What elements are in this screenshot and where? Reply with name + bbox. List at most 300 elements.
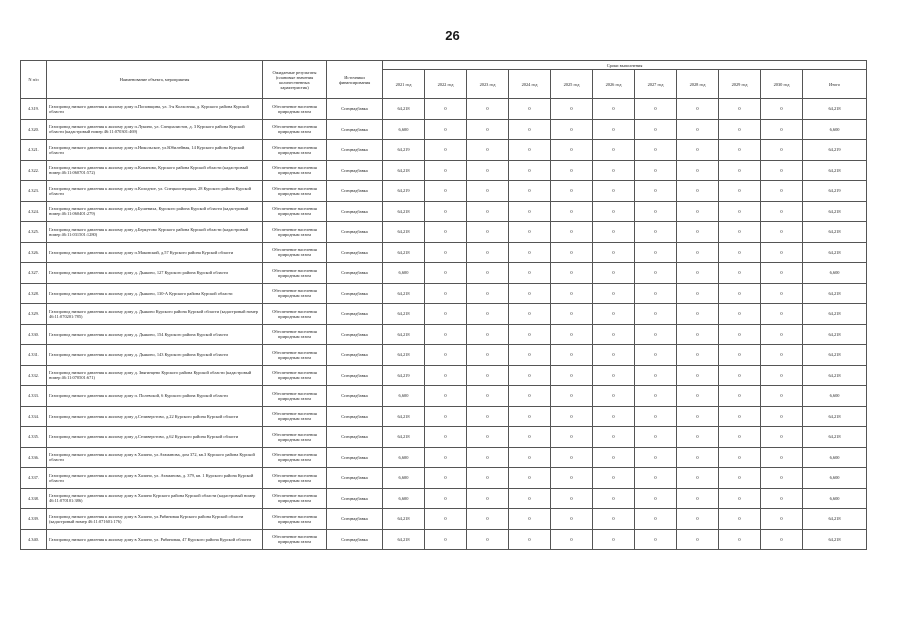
row-year-value: 0 xyxy=(509,304,551,325)
row-year-value: 0 xyxy=(551,263,593,284)
row-year-value: 0 xyxy=(761,181,803,202)
row-total: 6,600 xyxy=(803,263,867,284)
row-year-value: 0 xyxy=(761,283,803,304)
row-year-value: 0 xyxy=(593,304,635,325)
row-year-value: 0 xyxy=(551,468,593,489)
row-year-value: 64,218 xyxy=(383,99,425,120)
row-year-value: 0 xyxy=(593,468,635,489)
row-year-value: 0 xyxy=(425,365,467,386)
row-year-value: 0 xyxy=(719,160,761,181)
row-index: 4.332. xyxy=(21,365,47,386)
row-year-value: 0 xyxy=(509,447,551,468)
table-row xyxy=(21,509,867,530)
header-year: 2021 год xyxy=(383,70,425,99)
table-row xyxy=(21,181,867,202)
row-year-value: 64,218 xyxy=(383,304,425,325)
row-year-value: 0 xyxy=(467,160,509,181)
row-year-value: 0 xyxy=(635,283,677,304)
header-name: Наименование объекта, мероприятия xyxy=(47,61,263,99)
row-object-name: Газопровод низкого давления к жилому дому п.Никольское, ул.Юбилейная, 14 Курского района Курской области xyxy=(47,140,263,161)
row-year-value: 6,600 xyxy=(383,119,425,140)
row-year-value: 0 xyxy=(551,181,593,202)
row-object-name: Газопровод низкого давления к жилому дому п.Лукино, ул. Специалистов, д. 3 Курского района Курской области (кадастровый номер 46:11:070301:469) xyxy=(47,119,263,140)
row-year-value: 0 xyxy=(509,160,551,181)
row-year-value: 0 xyxy=(425,386,467,407)
row-total: 64,218 xyxy=(803,509,867,530)
row-year-value: 0 xyxy=(719,263,761,284)
row-funding-source: Спецнадбавка xyxy=(327,406,383,427)
row-object-name: Газопровод низкого давления к жилому дому д. Звягинцево Курского района Курской области (кадастровый номер 46:11:070501:671) xyxy=(47,365,263,386)
row-year-value: 0 xyxy=(551,324,593,345)
row-year-value: 0 xyxy=(635,140,677,161)
row-year-value: 6,600 xyxy=(383,263,425,284)
row-year-value: 0 xyxy=(425,201,467,222)
row-year-value: 0 xyxy=(467,345,509,366)
table-row xyxy=(21,488,867,509)
row-object-name: Газопровод низкого давления к жилому дому п.Маковский, д.57 Курского района Курской области xyxy=(47,242,263,263)
header-year: 2028 год xyxy=(677,70,719,99)
row-index: 4.329. xyxy=(21,304,47,325)
row-year-value: 0 xyxy=(593,140,635,161)
header-index: N п/п xyxy=(21,61,47,99)
table-row xyxy=(21,365,867,386)
row-year-value: 0 xyxy=(425,324,467,345)
row-funding-source: Спецнадбавка xyxy=(327,427,383,448)
row-year-value: 0 xyxy=(761,509,803,530)
row-expected-result: Обеспечение населения природным газом xyxy=(263,99,327,120)
row-year-value: 0 xyxy=(467,509,509,530)
row-year-value: 0 xyxy=(467,529,509,550)
row-year-value: 0 xyxy=(425,406,467,427)
row-year-value: 0 xyxy=(425,509,467,530)
row-index: 4.334. xyxy=(21,406,47,427)
row-index: 4.339. xyxy=(21,509,47,530)
row-expected-result: Обеспечение населения природным газом xyxy=(263,468,327,489)
row-funding-source: Спецнадбавка xyxy=(327,99,383,120)
header-year: 2030 год xyxy=(761,70,803,99)
row-index: 4.330. xyxy=(21,324,47,345)
header-funding-sources: Источники финансирования xyxy=(327,61,383,99)
table-row xyxy=(21,222,867,243)
row-year-value: 0 xyxy=(593,488,635,509)
table-row xyxy=(21,160,867,181)
row-year-value: 0 xyxy=(719,509,761,530)
row-year-value: 0 xyxy=(719,365,761,386)
row-index: 4.323. xyxy=(21,181,47,202)
row-year-value: 64,218 xyxy=(383,201,425,222)
row-year-value: 0 xyxy=(467,406,509,427)
row-funding-source: Спецнадбавка xyxy=(327,222,383,243)
row-year-value: 0 xyxy=(593,160,635,181)
row-year-value: 0 xyxy=(593,242,635,263)
row-expected-result: Обеспечение населения природным газом xyxy=(263,160,327,181)
row-year-value: 0 xyxy=(551,201,593,222)
row-year-value: 0 xyxy=(677,447,719,468)
row-year-value: 0 xyxy=(761,406,803,427)
row-expected-result: Обеспечение населения природным газом xyxy=(263,488,327,509)
row-year-value: 0 xyxy=(509,488,551,509)
row-object-name: Газопровод низкого давления к жилому дому д.Селиверстово, д.22 Курского района Курской области xyxy=(47,406,263,427)
row-year-value: 64,218 xyxy=(383,427,425,448)
table-row xyxy=(21,529,867,550)
row-year-value: 0 xyxy=(467,447,509,468)
row-year-value: 0 xyxy=(719,222,761,243)
row-year-value: 0 xyxy=(677,365,719,386)
row-year-value: 0 xyxy=(593,283,635,304)
header-funding-period: Сроки выполнения xyxy=(383,61,867,70)
row-index: 4.335. xyxy=(21,427,47,448)
row-object-name: Газопровод низкого давления к жилому дому в Халино, ул. Атаманова, д. 379, кв. 1 Курского района Курской области xyxy=(47,468,263,489)
row-expected-result: Обеспечение населения природным газом xyxy=(263,365,327,386)
row-year-value: 0 xyxy=(635,509,677,530)
row-year-value: 0 xyxy=(467,324,509,345)
row-year-value: 0 xyxy=(509,427,551,448)
row-year-value: 0 xyxy=(593,222,635,243)
row-year-value: 64,218 xyxy=(383,345,425,366)
row-year-value: 0 xyxy=(467,201,509,222)
header-year: 2023 год xyxy=(467,70,509,99)
row-funding-source: Спецнадбавка xyxy=(327,345,383,366)
row-year-value: 0 xyxy=(761,99,803,120)
program-table xyxy=(20,60,867,550)
row-object-name: Газопровод низкого давления к жилому дому п.Поповщина, ул. 3-я Колхозная, д. Курского района Курской области xyxy=(47,99,263,120)
row-year-value: 6,600 xyxy=(383,386,425,407)
row-total: 64,219 xyxy=(803,140,867,161)
row-year-value: 0 xyxy=(425,160,467,181)
row-index: 4.327. xyxy=(21,263,47,284)
row-year-value: 0 xyxy=(635,181,677,202)
row-funding-source: Спецнадбавка xyxy=(327,509,383,530)
row-year-value: 0 xyxy=(509,365,551,386)
row-year-value: 0 xyxy=(719,201,761,222)
row-total: 64,218 xyxy=(803,283,867,304)
row-year-value: 0 xyxy=(761,201,803,222)
row-year-value: 0 xyxy=(467,222,509,243)
row-year-value: 0 xyxy=(761,468,803,489)
row-year-value: 0 xyxy=(761,263,803,284)
row-year-value: 0 xyxy=(677,181,719,202)
row-year-value: 0 xyxy=(635,468,677,489)
table-row xyxy=(21,386,867,407)
row-year-value: 0 xyxy=(551,304,593,325)
row-year-value: 6,600 xyxy=(383,488,425,509)
row-index: 4.325. xyxy=(21,222,47,243)
row-year-value: 0 xyxy=(551,488,593,509)
row-year-value: 0 xyxy=(635,447,677,468)
row-object-name: Газопровод низкого давления к жилому дому в Халино Курского района Курской области (кадастровый номер 46:11:070101:386) xyxy=(47,488,263,509)
row-year-value: 0 xyxy=(677,386,719,407)
row-year-value: 0 xyxy=(467,263,509,284)
row-year-value: 0 xyxy=(551,242,593,263)
row-year-value: 0 xyxy=(719,181,761,202)
row-year-value: 0 xyxy=(551,283,593,304)
row-year-value: 0 xyxy=(677,283,719,304)
table-row xyxy=(21,201,867,222)
row-year-value: 0 xyxy=(593,263,635,284)
row-year-value: 0 xyxy=(593,119,635,140)
row-expected-result: Обеспечение населения природным газом xyxy=(263,427,327,448)
row-year-value: 0 xyxy=(719,242,761,263)
table-row xyxy=(21,140,867,161)
row-expected-result: Обеспечение населения природным газом xyxy=(263,304,327,325)
row-year-value: 6,600 xyxy=(383,468,425,489)
row-year-value: 0 xyxy=(761,160,803,181)
row-total: 64,218 xyxy=(803,365,867,386)
row-index: 4.333. xyxy=(21,386,47,407)
row-year-value: 0 xyxy=(719,447,761,468)
table-row xyxy=(21,406,867,427)
row-year-value: 0 xyxy=(677,304,719,325)
row-year-value: 0 xyxy=(509,324,551,345)
row-expected-result: Обеспечение населения природным газом xyxy=(263,283,327,304)
row-object-name: Газопровод низкого давления к жилому дому д. Дьяконо, 143 Курского района Курской области xyxy=(47,345,263,366)
row-year-value: 0 xyxy=(509,222,551,243)
row-year-value: 0 xyxy=(509,509,551,530)
row-year-value: 0 xyxy=(509,529,551,550)
row-year-value: 0 xyxy=(509,242,551,263)
row-year-value: 0 xyxy=(467,283,509,304)
row-year-value: 0 xyxy=(593,386,635,407)
row-year-value: 0 xyxy=(593,365,635,386)
row-object-name: Газопровод низкого давления к жилому дому д. Дьяконо, 127 Курского района Курской области xyxy=(47,263,263,284)
row-year-value: 0 xyxy=(467,140,509,161)
row-index: 4.328. xyxy=(21,283,47,304)
row-year-value: 0 xyxy=(467,181,509,202)
row-funding-source: Спецнадбавка xyxy=(327,365,383,386)
table-row xyxy=(21,427,867,448)
row-expected-result: Обеспечение населения природным газом xyxy=(263,201,327,222)
row-year-value: 0 xyxy=(635,427,677,448)
row-year-value: 0 xyxy=(719,345,761,366)
row-expected-result: Обеспечение населения природным газом xyxy=(263,447,327,468)
row-year-value: 0 xyxy=(677,222,719,243)
row-year-value: 64,218 xyxy=(383,509,425,530)
row-total: 64,218 xyxy=(803,304,867,325)
row-object-name: Газопровод низкого давления к жилому дому п.Копаново, Курского района Курской области (кадастровый номер 46:11:060701:572) xyxy=(47,160,263,181)
row-year-value: 0 xyxy=(509,386,551,407)
row-year-value: 0 xyxy=(761,447,803,468)
row-object-name: Газопровод низкого давления к жилому дому в Халино, ул. Рябиновая, 47 Курского района Курской области xyxy=(47,529,263,550)
row-object-name: Газопровод низкого давления к жилому дому п.Колодное, ул. Спецкооперации, 28 Курского района Курской области xyxy=(47,181,263,202)
row-index: 4.326. xyxy=(21,242,47,263)
row-total: 64,218 xyxy=(803,324,867,345)
row-total: 64,218 xyxy=(803,160,867,181)
row-year-value: 0 xyxy=(551,345,593,366)
table-row xyxy=(21,324,867,345)
row-year-value: 0 xyxy=(425,119,467,140)
row-year-value: 0 xyxy=(719,488,761,509)
row-expected-result: Обеспечение населения природным газом xyxy=(263,181,327,202)
row-year-value: 0 xyxy=(551,140,593,161)
row-year-value: 0 xyxy=(593,406,635,427)
row-expected-result: Обеспечение населения природным газом xyxy=(263,406,327,427)
table-row xyxy=(21,99,867,120)
row-year-value: 0 xyxy=(425,140,467,161)
row-year-value: 0 xyxy=(677,468,719,489)
row-year-value: 0 xyxy=(509,345,551,366)
row-index: 4.322. xyxy=(21,160,47,181)
row-year-value: 0 xyxy=(677,201,719,222)
row-year-value: 0 xyxy=(635,201,677,222)
row-funding-source: Спецнадбавка xyxy=(327,119,383,140)
row-year-value: 0 xyxy=(467,468,509,489)
row-year-value: 0 xyxy=(425,468,467,489)
row-funding-source: Спецнадбавка xyxy=(327,283,383,304)
row-year-value: 0 xyxy=(719,427,761,448)
row-year-value: 0 xyxy=(509,263,551,284)
row-year-value: 0 xyxy=(677,242,719,263)
row-year-value: 0 xyxy=(551,160,593,181)
table-row xyxy=(21,304,867,325)
table-row xyxy=(21,242,867,263)
row-year-value: 0 xyxy=(467,365,509,386)
row-expected-result: Обеспечение населения природным газом xyxy=(263,345,327,366)
row-expected-result: Обеспечение населения природным газом xyxy=(263,119,327,140)
row-year-value: 0 xyxy=(635,365,677,386)
row-year-value: 0 xyxy=(425,427,467,448)
row-year-value: 0 xyxy=(677,509,719,530)
row-year-value: 0 xyxy=(593,529,635,550)
row-year-value: 0 xyxy=(635,263,677,284)
row-year-value: 0 xyxy=(677,427,719,448)
row-year-value: 0 xyxy=(593,324,635,345)
row-index: 4.331. xyxy=(21,345,47,366)
row-year-value: 64,218 xyxy=(383,324,425,345)
row-total: 64,219 xyxy=(803,181,867,202)
row-year-value: 0 xyxy=(467,427,509,448)
row-index: 4.338. xyxy=(21,488,47,509)
row-total: 64,218 xyxy=(803,222,867,243)
row-object-name: Газопровод низкого давления к жилому дому д. Дьяконо, 154 Курского района Курской области xyxy=(47,324,263,345)
row-year-value: 0 xyxy=(677,140,719,161)
table-row xyxy=(21,283,867,304)
row-year-value: 0 xyxy=(425,283,467,304)
row-year-value: 0 xyxy=(467,304,509,325)
row-year-value: 0 xyxy=(551,529,593,550)
row-year-value: 0 xyxy=(719,283,761,304)
row-year-value: 0 xyxy=(509,140,551,161)
row-funding-source: Спецнадбавка xyxy=(327,263,383,284)
row-year-value: 0 xyxy=(719,140,761,161)
header-year: 2029 год xyxy=(719,70,761,99)
row-funding-source: Спецнадбавка xyxy=(327,468,383,489)
row-year-value: 6,600 xyxy=(383,447,425,468)
row-year-value: 0 xyxy=(425,181,467,202)
row-year-value: 0 xyxy=(677,488,719,509)
row-year-value: 64,218 xyxy=(383,242,425,263)
row-year-value: 0 xyxy=(551,406,593,427)
row-year-value: 0 xyxy=(677,406,719,427)
row-funding-source: Спецнадбавка xyxy=(327,324,383,345)
row-total: 6,600 xyxy=(803,119,867,140)
row-year-value: 0 xyxy=(425,447,467,468)
row-funding-source: Спецнадбавка xyxy=(327,201,383,222)
row-year-value: 0 xyxy=(761,386,803,407)
row-year-value: 0 xyxy=(551,99,593,120)
row-total: 6,600 xyxy=(803,488,867,509)
row-year-value: 64,218 xyxy=(383,160,425,181)
row-index: 4.319. xyxy=(21,99,47,120)
row-year-value: 0 xyxy=(761,119,803,140)
row-year-value: 0 xyxy=(467,99,509,120)
row-year-value: 0 xyxy=(425,304,467,325)
row-funding-source: Спецнадбавка xyxy=(327,242,383,263)
row-year-value: 0 xyxy=(425,222,467,243)
row-year-value: 0 xyxy=(761,324,803,345)
row-funding-source: Спецнадбавка xyxy=(327,304,383,325)
row-year-value: 64,218 xyxy=(383,529,425,550)
row-year-value: 0 xyxy=(677,160,719,181)
row-year-value: 0 xyxy=(593,181,635,202)
row-year-value: 0 xyxy=(677,99,719,120)
row-year-value: 0 xyxy=(509,99,551,120)
row-expected-result: Обеспечение населения природным газом xyxy=(263,509,327,530)
row-year-value: 0 xyxy=(719,119,761,140)
row-year-value: 0 xyxy=(677,263,719,284)
row-year-value: 0 xyxy=(425,242,467,263)
row-year-value: 64,219 xyxy=(383,140,425,161)
row-index: 4.337. xyxy=(21,468,47,489)
header-year: 2024 год xyxy=(509,70,551,99)
row-year-value: 0 xyxy=(425,99,467,120)
row-expected-result: Обеспечение населения природным газом xyxy=(263,242,327,263)
row-year-value: 0 xyxy=(761,345,803,366)
row-object-name: Газопровод низкого давления к жилому дому д. Дьяконо, 130-А Курского района Курской области xyxy=(47,283,263,304)
row-year-value: 0 xyxy=(635,488,677,509)
row-funding-source: Спецнадбавка xyxy=(327,447,383,468)
table-row xyxy=(21,468,867,489)
row-year-value: 0 xyxy=(635,406,677,427)
row-funding-source: Спецнадбавка xyxy=(327,529,383,550)
row-year-value: 0 xyxy=(593,509,635,530)
row-year-value: 0 xyxy=(677,529,719,550)
row-object-name: Газопровод низкого давления к жилому дому в Халино, ул.Атаманова, дом 372, кв.3 Курского района Курской области xyxy=(47,447,263,468)
row-year-value: 0 xyxy=(593,427,635,448)
row-funding-source: Спецнадбавка xyxy=(327,488,383,509)
row-year-value: 0 xyxy=(551,386,593,407)
row-year-value: 0 xyxy=(677,324,719,345)
table-row xyxy=(21,119,867,140)
row-year-value: 0 xyxy=(677,345,719,366)
row-year-value: 0 xyxy=(635,529,677,550)
row-year-value: 0 xyxy=(509,181,551,202)
row-year-value: 0 xyxy=(467,386,509,407)
row-total: 64,218 xyxy=(803,427,867,448)
header-total: Итого xyxy=(803,70,867,99)
row-year-value: 0 xyxy=(635,386,677,407)
row-expected-result: Обеспечение населения природным газом xyxy=(263,140,327,161)
row-year-value: 0 xyxy=(509,468,551,489)
row-year-value: 0 xyxy=(761,529,803,550)
row-year-value: 0 xyxy=(761,365,803,386)
row-year-value: 0 xyxy=(761,427,803,448)
row-year-value: 0 xyxy=(635,222,677,243)
row-total: 64,218 xyxy=(803,345,867,366)
row-year-value: 0 xyxy=(635,160,677,181)
row-year-value: 64,219 xyxy=(383,181,425,202)
row-index: 4.340. xyxy=(21,529,47,550)
row-year-value: 0 xyxy=(467,119,509,140)
page-number: 26 xyxy=(445,28,460,43)
row-expected-result: Обеспечение населения природным газом xyxy=(263,386,327,407)
row-year-value: 0 xyxy=(551,427,593,448)
row-total: 64,218 xyxy=(803,201,867,222)
row-expected-result: Обеспечение населения природным газом xyxy=(263,529,327,550)
row-year-value: 0 xyxy=(719,324,761,345)
row-year-value: 0 xyxy=(593,345,635,366)
row-year-value: 0 xyxy=(719,304,761,325)
row-expected-result: Обеспечение населения природным газом xyxy=(263,263,327,284)
